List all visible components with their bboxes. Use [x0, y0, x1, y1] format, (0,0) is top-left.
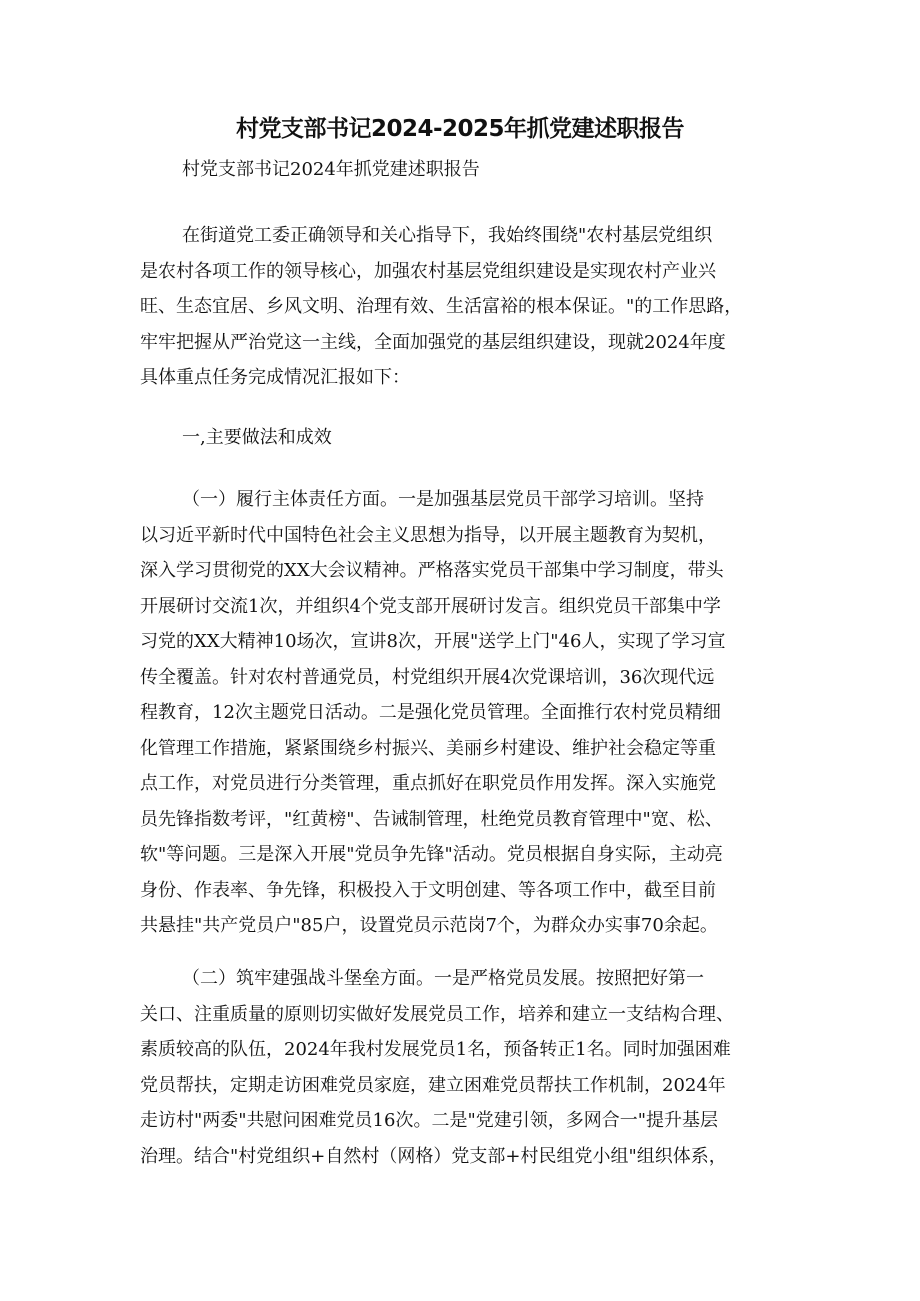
paragraph-line: 习党的XX大精神10场次，宣讲8次，开展"送学上门"46人，实现了学习宣: [140, 631, 726, 652]
paragraph-line: 以习近平新时代中国特色社会主义思想为指导，以开展主题教育为契机，: [140, 524, 716, 546]
paragraph-line: 共悬挂"共产党员户"85户，设置党员示范岗7个，为群众办实事70余起。: [140, 915, 718, 936]
paragraph-line: 旺、生态宜居、乡风文明、治理有效、生活富裕的根本保证。"的工作思路，: [140, 296, 743, 317]
paragraph-line: 关口、注重质量的原则切实做好发展党员工作，培养和建立一支结构合理、: [140, 1003, 734, 1025]
paragraph-line: 程教育，12次主题党日活动。二是强化党员管理。全面推行农村党员精细: [140, 702, 721, 723]
paragraph-line: 牢牢把握从严治党这一主线，全面加强党的基层组织建设，现就2024年度: [140, 331, 726, 353]
paragraph-line: 具体重点任务完成情况汇报如下：: [140, 367, 410, 388]
paragraph-line: 开展研讨交流1次，并组织4个党支部开展研讨发言。组织党员干部集中学: [140, 595, 721, 617]
paragraph-line: 传全覆盖。针对农村普通党员，村党组织开展4次党课培训，36次现代远: [140, 666, 715, 688]
section-heading: 一,主要做法和成效: [182, 427, 332, 448]
paragraph-line: 在街道党工委正确领导和关心指导下，我始终围绕"农村基层党组织: [182, 225, 713, 246]
paragraph-line: 走访村"两委"共慰问困难党员16次。二是"党建引领，多网合一"提升基层: [140, 1110, 719, 1131]
part-two-paragraph: [140, 961, 790, 1174]
paragraph-line: 软"等问题。三是深入开展"党员争先锋"活动。党员根据自身实际，主动亮: [140, 844, 723, 865]
intro-paragraph: [140, 218, 790, 396]
paragraph-line: 员先锋指数考评，"红黄榜"、告诫制管理，杜绝党员教育管理中"宽、松、: [140, 808, 723, 830]
paragraph-line: 点工作，对党员进行分类管理，重点抓好在职党员作用发挥。深入实施党: [140, 773, 716, 794]
paragraph-line: 党员帮扶，定期走访困难党员家庭，建立困难党员帮扶工作机制，2024年: [140, 1074, 726, 1096]
paragraph-line: （一）履行主体责任方面。一是加强基层党员干部学习培训。坚持: [182, 489, 704, 510]
paragraph-line: 身份、作表率、争先锋，积极投入于文明创建、等各项工作中，截至目前: [140, 879, 716, 901]
document-title: 村党支部书记2024-2025年抓党建述职报告: [235, 116, 685, 142]
part-one-paragraph: [140, 482, 790, 944]
paragraph-line: （二）筑牢建强战斗堡垒方面。一是严格党员发展。按照把好第一: [182, 968, 704, 989]
document-subtitle: 村党支部书记2024年抓党建述职报告: [182, 159, 480, 180]
paragraph-line: 深入学习贯彻党的XX大会议精神。严格落实党员干部集中学习制度，带头: [140, 560, 724, 581]
paragraph-line: 化管理工作措施，紧紧围绕乡村振兴、美丽乡村建设、维护社会稳定等重: [140, 737, 716, 759]
paragraph-line: 是农村各项工作的领导核心，加强农村基层党组织建设是实现农村产业兴: [140, 260, 716, 282]
paragraph-line: 素质较高的队伍，2024年我村发展党员1名，预备转正1名。同时加强困难: [140, 1039, 731, 1060]
paragraph-line: 治理。结合"村党组织+自然村（网格）党支部+村民组党小组"组织体系，: [140, 1145, 727, 1167]
